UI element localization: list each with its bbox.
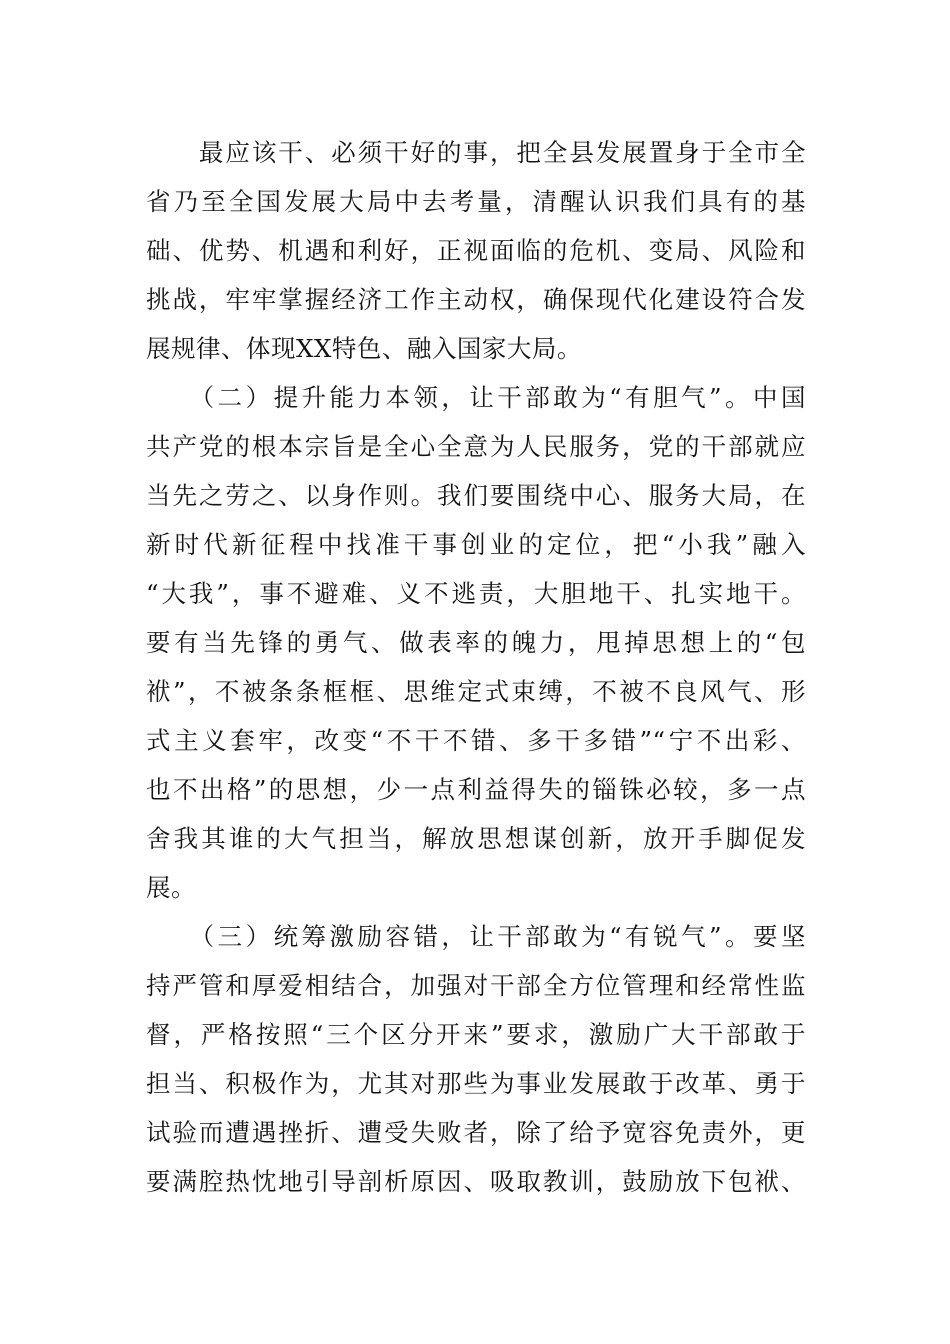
text-line: 挑战，牢牢掌握经济工作主动权，确保现代化建设符合发 (146, 285, 806, 314)
text-line: 试验而遭遇挫折、遭受失败者，除了给予宽容免责外，更 (146, 1118, 806, 1147)
text-line: （三）统筹激励容错，让干部敢为“有锐气”。要坚 (146, 922, 806, 951)
text-line: 要满腔热忱地引导剖析原因、吸取教训，鼓励放下包袱、 (146, 1167, 806, 1196)
text-line: 袱”，不被条条框框、思维定式束缚，不被不良风气、形 (146, 677, 806, 706)
text-line: 最应该干、必须干好的事，把全县发展置身于全市全 (146, 138, 806, 167)
text-line: 展规律、体现XX特色、融入国家大局。 (146, 334, 582, 363)
text-line: 省乃至全国发展大局中去考量，清醒认识我们具有的基 (146, 187, 806, 216)
text-line: 担当、积极作为，尤其对那些为事业发展敢于改革、勇于 (146, 1069, 806, 1098)
text-line: 持严管和厚爱相结合，加强对干部全方位管理和经常性监 (146, 971, 806, 1000)
text-line: 式主义套牢，改变“不干不错、多干多错”“宁不出彩、 (146, 726, 806, 755)
text-line: 共产党的根本宗旨是全心全意为人民服务，党的干部就应 (146, 432, 806, 461)
document-body (146, 128, 806, 1206)
text-line: “大我”，事不避难、义不逃责，大胆地干、扎实地干。 (146, 579, 806, 608)
text-line: （二）提升能力本领，让干部敢为“有胆气”。中国 (146, 383, 806, 412)
text-line: 础、优势、机遇和利好，正视面临的危机、变局、风险和 (146, 236, 806, 265)
text-line: 舍我其谁的大气担当，解放思想谋创新，放开手脚促发 (146, 824, 806, 853)
text-line: 当先之劳之、以身作则。我们要围绕中心、服务大局，在 (146, 481, 806, 510)
text-line: 要有当先锋的勇气、做表率的魄力，甩掉思想上的“包 (146, 628, 806, 657)
text-line: 新时代新征程中找准干事创业的定位，把“小我”融入 (146, 530, 806, 559)
text-line: 督，严格按照“三个区分开来”要求，激励广大干部敢于 (146, 1020, 806, 1049)
text-line: 也不出格”的思想，少一点利益得失的锱铢必较，多一点 (146, 775, 806, 804)
text-line: 展。 (146, 873, 196, 902)
